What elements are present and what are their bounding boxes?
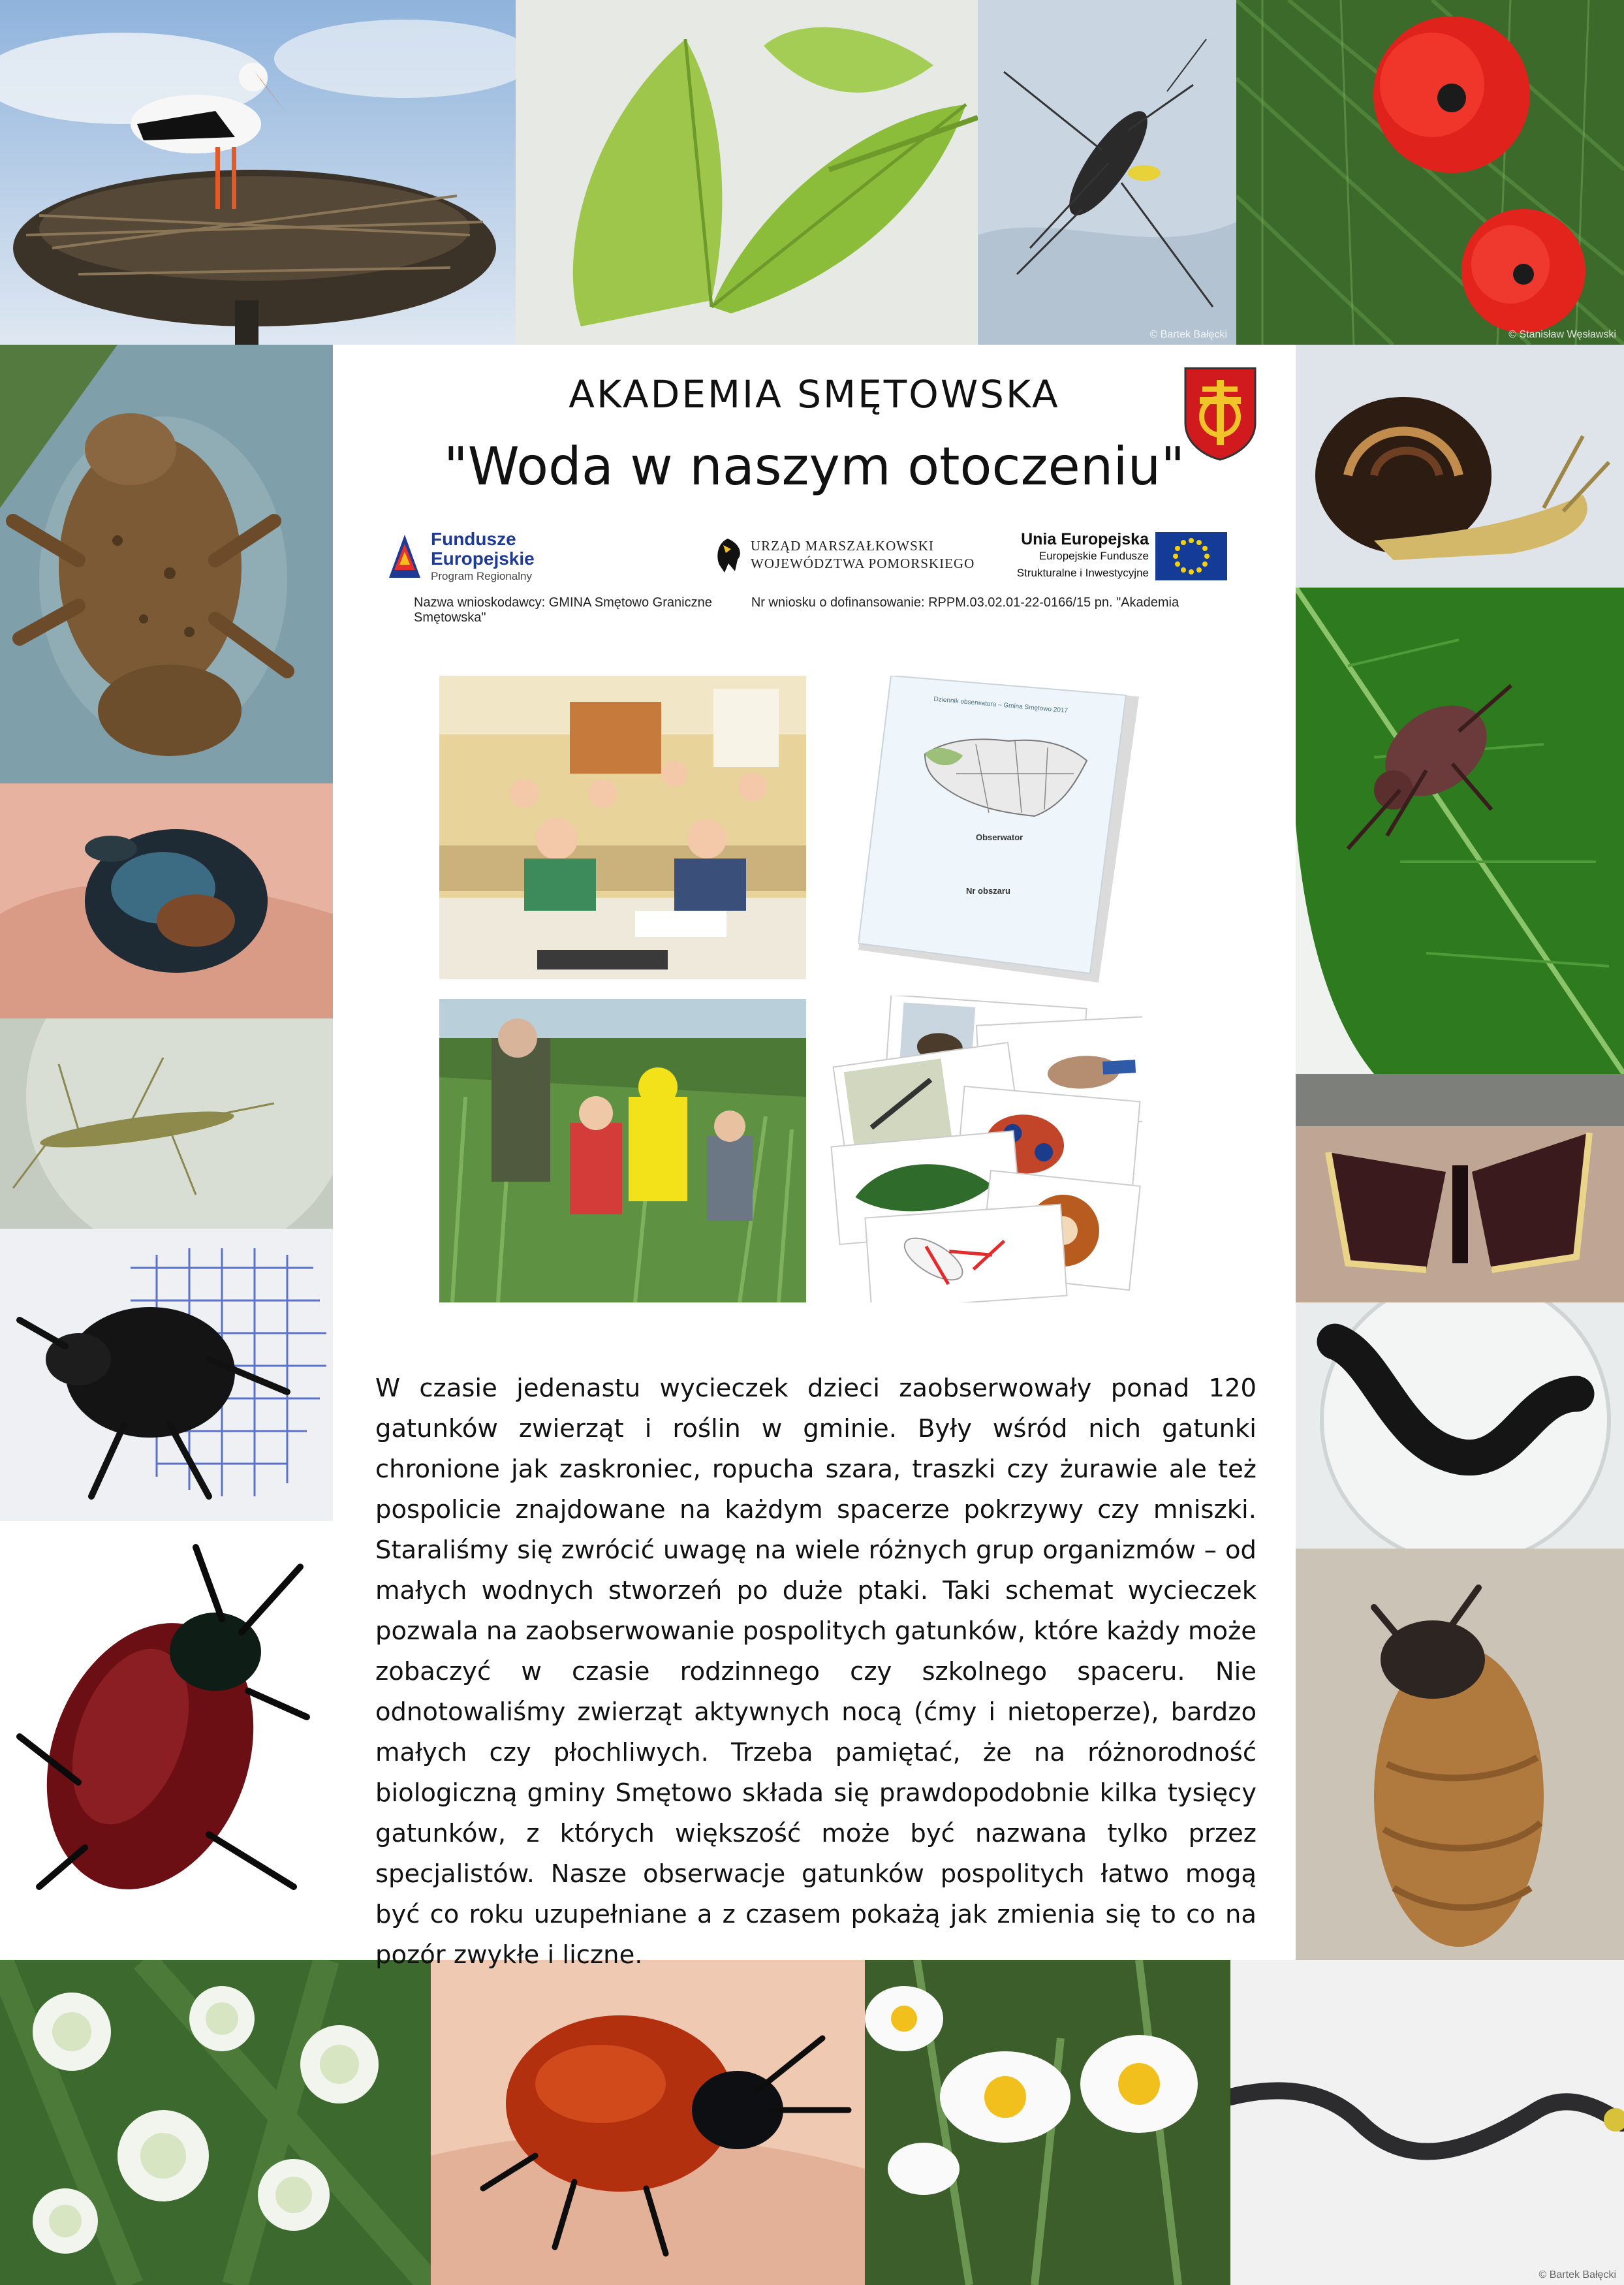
photo-dung-beetle xyxy=(0,1229,333,1521)
photo-credit: © Stanisław Węsławski xyxy=(1508,329,1616,340)
species-cards xyxy=(829,996,1142,1302)
photo-grove-snail xyxy=(1296,345,1624,588)
photo-nettle-leaf xyxy=(516,0,978,345)
photo-stork-nest xyxy=(0,0,516,345)
booklet-title: Dziennik obserwatora – Gmina Smętowo 2017 xyxy=(933,695,1069,715)
photo-field-trip xyxy=(439,999,806,1302)
griffin-icon xyxy=(711,536,744,575)
ue-logo-line3: Strukturalne i Inwestycyjne xyxy=(1016,567,1149,579)
photo-credit: © Bartek Bałęcki xyxy=(1538,2269,1616,2280)
eu-flag-icon xyxy=(1155,532,1227,580)
photo-weevil-on-leaf xyxy=(1296,588,1624,1074)
photo-amber-snail xyxy=(1296,1549,1624,1960)
observer-journal-booklet xyxy=(858,676,1139,983)
funding-logos xyxy=(385,526,1247,591)
page-title: AKADEMIA SMĘTOWSKA xyxy=(569,372,1060,417)
fe-logo-icon xyxy=(385,531,424,582)
photo-credit: © Bartek Bałęcki xyxy=(1149,329,1227,340)
coat-of-arms-icon xyxy=(1183,366,1258,462)
photo-red-beetle-on-skin xyxy=(431,1960,865,2285)
fe-logo-line2: Europejskie xyxy=(431,548,535,569)
booklet-area-label: Nr obszaru xyxy=(966,886,1010,896)
photo-toad xyxy=(0,345,333,783)
photo-snail-in-hand xyxy=(0,783,333,1018)
fe-logo-line1: Fundusze xyxy=(431,529,516,549)
ue-logo-line2: Europejskie Fundusze xyxy=(1038,550,1149,562)
photo-leech-in-dish xyxy=(1296,1302,1624,1549)
um-logo-line1: URZĄD MARSZAŁKOWSKI xyxy=(751,538,934,554)
content-panel xyxy=(333,346,1296,1970)
applicant-name: Nazwa wnioskodawcy: GMINA Smętowo Graniczne xyxy=(414,595,712,610)
ue-logo-line1: Unia Europejska xyxy=(1021,530,1149,548)
page-subtitle: "Woda w naszym otoczeniu" xyxy=(443,436,1185,497)
grant-number: Nr wniosku o dofinansowanie: RPPM.03.02.01-22-0166/15 pn. "Akademia Smętowska" xyxy=(414,595,1179,625)
photo-mourning-cloak-butterfly xyxy=(1296,1074,1624,1302)
body-paragraph: W czasie jedenastu wycieczek dzieci zaobserwowały ponad 120 gatunków zwierząt i roślin w gminie. Były wśród nich gatunki chronione jak zaskroniec, ropucha szara, traszki czy żurawie ale też pospolicie znajdowane na każdym spacerze pokrzywy czy mniszki. Staraliśmy się zwrócić uwagę na wiele różnych grup organizmów – od małych wodnych stworzeń po duże ptaki. Taki schemat wycieczek pozwala na zaobserwowanie pospolitych gatunków, które każdy może zobaczyć w czasie rodzinnego czy szkolnego spaceru. Nie odnotowaliśmy zwierząt aktywnych nocą (ćmy i nietoperze), bardzo małych czy płochliwych. Trzeba pamiętać, że na różnorodność biologiczną gminy Smętowo składa się prawdopodobnie kilka tysięcy gatunków, z których większość może być nazwana tylko przez specjalistów. Nasze obserwacje gatunków pospolitych łatwo mogą być co roku uzupełniane a z czasem pokażą jak zmienia się to co na pozór zwykłe i liczne. xyxy=(375,1374,1257,1970)
photo-grass-snake xyxy=(1230,1960,1624,2285)
um-logo-line2: WOJEWÓDZTWA POMORSKIEGO xyxy=(751,556,975,571)
photo-daisies xyxy=(865,1960,1230,2285)
photo-mayfly-larva xyxy=(0,1018,333,1229)
photo-classroom-children xyxy=(439,676,806,979)
grant-info xyxy=(414,595,1262,625)
fe-logo-line3: Program Regionalny xyxy=(431,570,532,582)
photo-poppies xyxy=(1236,0,1624,345)
photo-white-umbel-flowers xyxy=(0,1960,431,2285)
booklet-observer-label: Obserwator xyxy=(976,832,1023,842)
photo-red-leaf-beetle xyxy=(0,1521,333,1960)
photo-water-strider xyxy=(978,0,1236,345)
